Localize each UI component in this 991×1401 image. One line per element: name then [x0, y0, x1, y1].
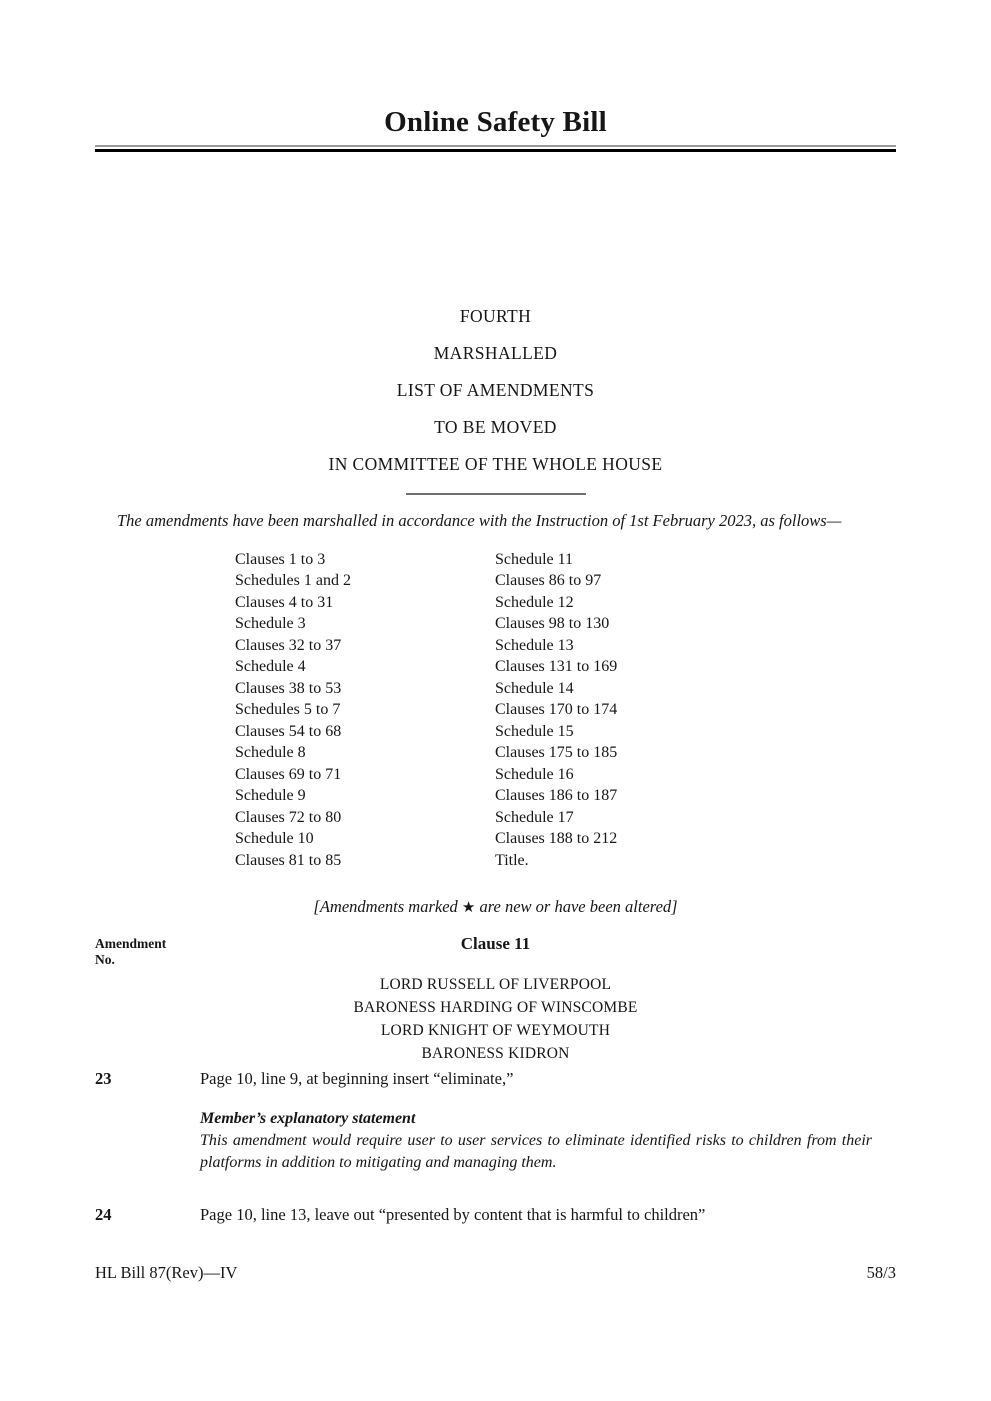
amendment-text: Page 10, line 13, leave out “presented by content that is harmful to children”: [200, 1205, 706, 1224]
order-item: Schedule 3: [235, 615, 306, 632]
page-footer: [95, 1263, 896, 1283]
heading-to-be-moved: TO BE MOVED: [434, 417, 557, 437]
order-item: Schedule 12: [495, 593, 574, 611]
order-item: Schedule 15: [495, 722, 574, 740]
order-item: Clauses 1 to 3: [235, 550, 326, 568]
section-divider: [406, 493, 586, 495]
heading-committee: IN COMMITTEE OF THE WHOLE HOUSE: [328, 454, 663, 474]
star-legend-note: [95, 897, 896, 917]
order-item: Clauses 4 to 31: [235, 593, 334, 611]
sponsor-name: BARONESS HARDING OF WINSCOMBE: [353, 999, 638, 1016]
star-note-prefix: [Amendments marked: [313, 897, 462, 916]
title-rule-thick: [95, 149, 896, 152]
marshalling-order-right-column: [495, 549, 617, 872]
order-item: Clauses 69 to 71: [235, 765, 342, 783]
amendment-24-row: [95, 1204, 896, 1225]
heading-marshalled: MARSHALLED: [433, 343, 558, 363]
title-rule-thin: [95, 145, 896, 147]
order-item: Schedule 17: [495, 808, 574, 826]
clause-title: Clause 11: [460, 934, 531, 953]
order-item: Schedule 11: [495, 550, 574, 568]
marshalling-note: The amendments have been marshalled in accordance with the Instruction of 1st February 2023, as follows—: [117, 511, 842, 530]
order-item: Clauses 131 to 169: [495, 658, 618, 675]
order-item: Schedule 8: [235, 744, 306, 761]
order-item: Clauses 186 to 187: [495, 787, 618, 804]
star-note-suffix: are new or have been altered]: [475, 897, 678, 916]
order-item: Schedule 10: [235, 830, 314, 847]
marshalling-order-left-column: [235, 549, 495, 872]
order-item: Clauses 86 to 97: [495, 572, 602, 589]
order-item: Title.: [495, 851, 529, 869]
order-item: Schedule 13: [495, 636, 574, 654]
explanatory-statement-text: This amendment would require user to user services to eliminate identified risks to children from their platforms in addition to mitigating and managing them.: [200, 1132, 872, 1171]
clause-header: [95, 934, 896, 967]
amendment-number: 23: [95, 1069, 112, 1088]
order-item: Clauses 98 to 130: [495, 615, 610, 632]
document-headings: [95, 308, 896, 474]
amendment-text: Page 10, line 9, at beginning insert “eliminate,”: [200, 1069, 514, 1088]
heading-fourth: FOURTH: [459, 306, 532, 326]
sponsor-name: BARONESS KIDRON: [421, 1045, 570, 1062]
order-item: Schedule 9: [235, 787, 306, 804]
order-item: Clauses 175 to 185: [495, 744, 618, 761]
order-item: Clauses 81 to 85: [235, 851, 342, 869]
amendment-23-explanatory-statement: [200, 1108, 872, 1174]
explanatory-statement-heading: Member’s explanatory statement: [200, 1110, 416, 1127]
heading-list-of-amendments: LIST OF AMENDMENTS: [396, 380, 595, 400]
order-item: Schedule 14: [495, 679, 574, 697]
bill-title: Online Safety Bill: [384, 106, 607, 138]
marshalling-order-list: [95, 549, 896, 872]
order-item: Clauses 38 to 53: [235, 679, 342, 697]
order-item: Clauses 170 to 174: [495, 701, 618, 718]
amendment-no-column-label: Amendment No.: [95, 936, 167, 967]
amendment-number: 24: [95, 1205, 112, 1224]
sponsor-name: LORD RUSSELL OF LIVERPOOL: [379, 976, 612, 993]
sponsor-name: LORD KNIGHT OF WEYMOUTH: [380, 1022, 611, 1039]
bill-reference: HL Bill 87(Rev)—IV: [95, 1263, 238, 1282]
order-item: Schedule 16: [495, 765, 574, 783]
sponsor-list: [95, 973, 896, 1065]
order-item: Clauses 32 to 37: [235, 636, 342, 654]
footer-session-number: 58/3: [866, 1263, 896, 1282]
order-item: Clauses 188 to 212: [495, 830, 618, 847]
order-item: Clauses 54 to 68: [235, 722, 342, 740]
order-item: Clauses 72 to 80: [235, 808, 342, 826]
amendment-23-row: [95, 1068, 896, 1089]
star-icon: ★: [461, 900, 476, 916]
order-item: Schedule 4: [235, 658, 306, 675]
order-item: Schedules 1 and 2: [235, 572, 351, 589]
order-item: Schedules 5 to 7: [235, 701, 341, 718]
